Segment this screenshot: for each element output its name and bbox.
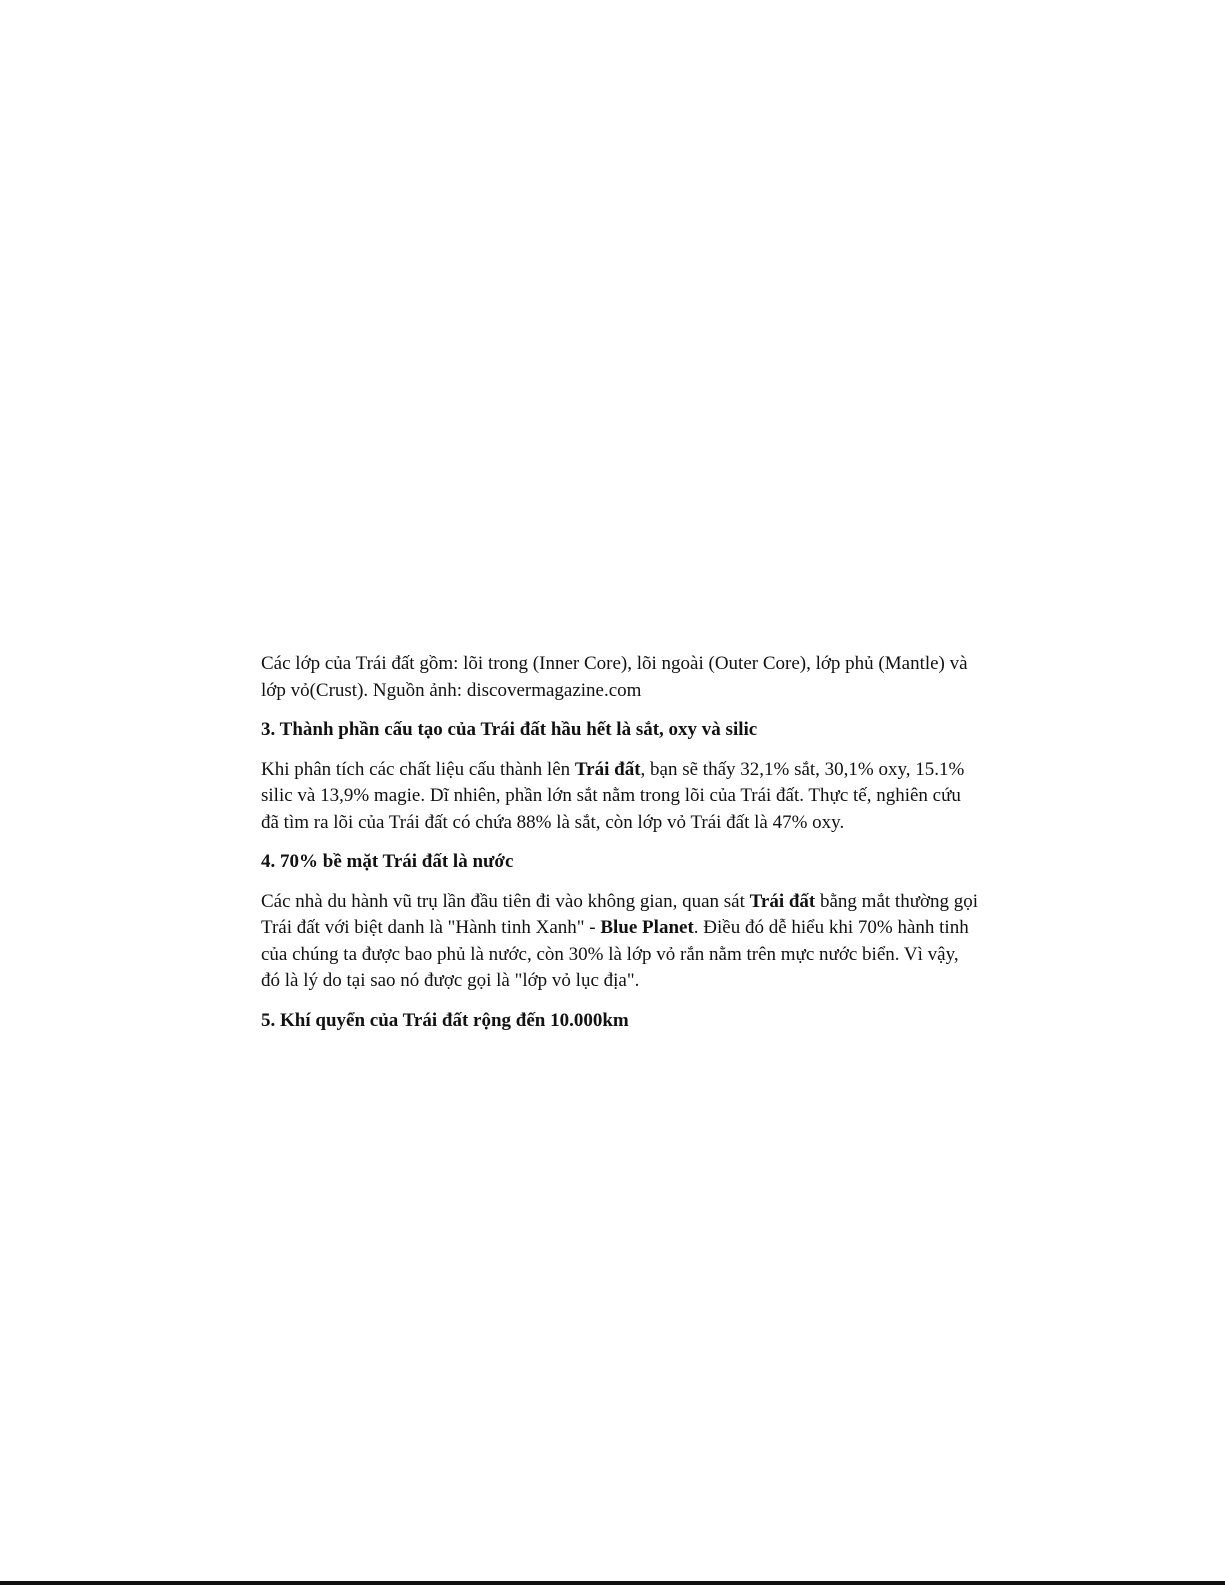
section-4-text-start: Các nhà du hành vũ trụ lần đầu tiên đi vào không gian, quan sát bbox=[261, 890, 750, 912]
section-3-heading: 3. Thành phần cấu tạo của Trái đất hầu hết là sắt, oxy và silic bbox=[261, 719, 758, 740]
section-4-bold-term-blue-planet: Blue Planet bbox=[600, 917, 694, 938]
section-4-heading: 4. 70% bề mặt Trái đất là nước bbox=[261, 851, 514, 872]
section-4-paragraph bbox=[261, 889, 981, 995]
document-content bbox=[261, 651, 981, 1047]
section-4-bold-term-earth: Trái đất bbox=[749, 890, 816, 912]
image-caption: Các lớp của Trái đất gồm: lõi trong (Inner Core), lõi ngoài (Outer Core), lớp phủ (Mantle) và lớp vỏ(Crust). Nguồn ảnh: discovermagazine.com bbox=[261, 653, 968, 701]
page-bottom-border bbox=[0, 1581, 1225, 1585]
section-4-text-mid: bằng mắt thường gọi Trái đất với biệt danh là "Hành tinh Xanh" - bbox=[261, 890, 979, 938]
section-3-text-end: , bạn sẽ thấy 32,1% sắt, 30,1% oxy, 15.1% silic và 13,9% magie. Dĩ nhiên, phần lớn sắt nằm trong lõi của Trái đất. Thực tế, nghiên cứu đã tìm ra lõi của Trái đất có chứa 88% là sắt, còn lớp vỏ Trái đất là 47% oxy. bbox=[261, 758, 965, 833]
section-3-text-start: Khi phân tích các chất liệu cấu thành lên bbox=[261, 758, 575, 780]
section-4-text-end: . Điều đó dễ hiểu khi 70% hành tinh của chúng ta được bao phủ là nước, còn 30% là lớp vỏ rắn nằm trên mực nước biển. Vì vậy, đó là lý do tại sao nó được gọi là "lớp vỏ lục địa". bbox=[261, 917, 969, 991]
section-5-heading: 5. Khí quyển của Trái đất rộng đến 10.000km bbox=[261, 1009, 629, 1031]
section-3-paragraph bbox=[261, 757, 981, 837]
section-3-bold-term: Trái đất bbox=[574, 758, 641, 780]
